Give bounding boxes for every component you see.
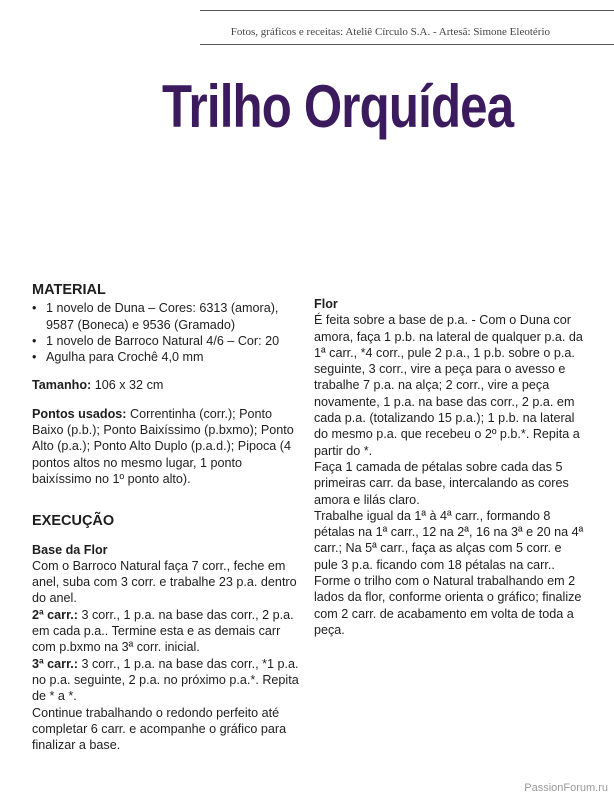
page-title: Trilho Orquídea bbox=[162, 73, 514, 140]
round-3-label: 3ª carr.: bbox=[32, 656, 78, 671]
header-rule-top bbox=[200, 10, 614, 11]
material-item: • Agulha para Crochê 4,0 mm bbox=[32, 349, 304, 365]
round-2-text: 3 corr., 1 p.a. na base das corr., 2 p.a. em cada p.a.. Termine esta e as demais carr com p.bxmo na 3ª corr. inicial. bbox=[32, 607, 294, 655]
stitches-label: Pontos usados: bbox=[32, 406, 127, 421]
round-2-paragraph bbox=[32, 607, 304, 656]
base-intro: Com o Barroco Natural faça 7 corr., feche em anel, suba com 3 corr. e trabalhe 23 p.a. dentro do anel. bbox=[32, 558, 297, 606]
stitches-value: Correntinha (corr.); Ponto Baixo (p.b.); Ponto Baixíssimo (p.bxmo); Ponto Alto (p.a.); Ponto Alto Duplo (p.a.d.); Pipoca (4 pontos altos no mesmo lugar, 1 ponto baixíssimo no 1º ponto alto). bbox=[32, 406, 294, 486]
base-heading: Base da Flor bbox=[32, 542, 108, 557]
round-3-text: 3 corr., 1 p.a. na base das corr., *1 p.a. no p.a. seguinte, 2 p.a. no próximo p.a.*. Repita de * a *. bbox=[32, 656, 299, 704]
flower-heading: Flor bbox=[314, 297, 338, 311]
size-paragraph bbox=[32, 377, 304, 393]
material-heading: MATERIAL bbox=[32, 282, 106, 298]
watermark: PassionForum.ru bbox=[524, 782, 608, 794]
flower-paragraph: É feita sobre a base de p.a. - Com o Duna cor amora, faça 1 p.b. na lateral de qualquer p.a. da 1ª carr., *4 corr., pule 2 p.a., 1 p.b. sobre o p.a. seguinte, 3 corr., vire a peça para o avesso e trabalhe 7 p.a. na alça; 2 corr., vire a peça novamente, 1 p.a. na base das corr., 2 p.a. em cada p.a. (totalizando 15 p.a.); 1 p.b. na lateral do mesmo p.a. que recebeu o 2º p.b.*. Repita a partir do *. bbox=[314, 313, 583, 458]
material-item: • 1 novelo de Barroco Natural 4/6 – Cor: 20 bbox=[32, 333, 304, 349]
header-credit: Fotos, gráficos e receitas: Ateliê Círculo S.A. - Artesã: Simone Eleotério bbox=[230, 26, 550, 38]
round-2-label: 2ª carr.: bbox=[32, 607, 78, 622]
execution-heading: EXECUÇÃO bbox=[32, 513, 115, 530]
header-rule-bottom bbox=[200, 44, 614, 45]
size-value: 106 x 32 cm bbox=[91, 378, 164, 393]
stitches-paragraph bbox=[32, 406, 304, 487]
page-header bbox=[0, 0, 614, 48]
round-3-paragraph bbox=[32, 656, 304, 705]
continue-paragraph: Continue trabalhando o redondo perfeito até completar 6 carr. e acompanhe o gráfico para finalizar a base. bbox=[32, 705, 287, 753]
material-list bbox=[32, 300, 304, 365]
size-label: Tamanho: bbox=[32, 378, 92, 393]
flower-paragraph: Forme o trilho com o Natural trabalhando em 2 lados da flor, conforme orienta o gráfico; finalize com 2 carr. de acabamento em volta de toda a peça. bbox=[314, 574, 582, 637]
left-column bbox=[32, 282, 304, 753]
flower-paragraph: Trabalhe igual da 1ª à 4ª carr., formando 8 pétalas na 1ª carr., 12 na 2ª, 16 na 3ª e 20 na 4ª carr.; Na 5ª carr., faça as alças com 5 corr. e pule 3 p.a. ficando com 18 pétalas na carr.. bbox=[314, 508, 584, 572]
material-item: • 1 novelo de Duna – Cores: 6313 (amora), 9587 (Boneca) e 9536 (Gramado) bbox=[32, 300, 304, 333]
right-column bbox=[314, 296, 586, 638]
flower-paragraph: Faça 1 camada de pétalas sobre cada das 5 primeiras carr. da base, intercalando as cores amora e lilás claro. bbox=[314, 459, 569, 507]
